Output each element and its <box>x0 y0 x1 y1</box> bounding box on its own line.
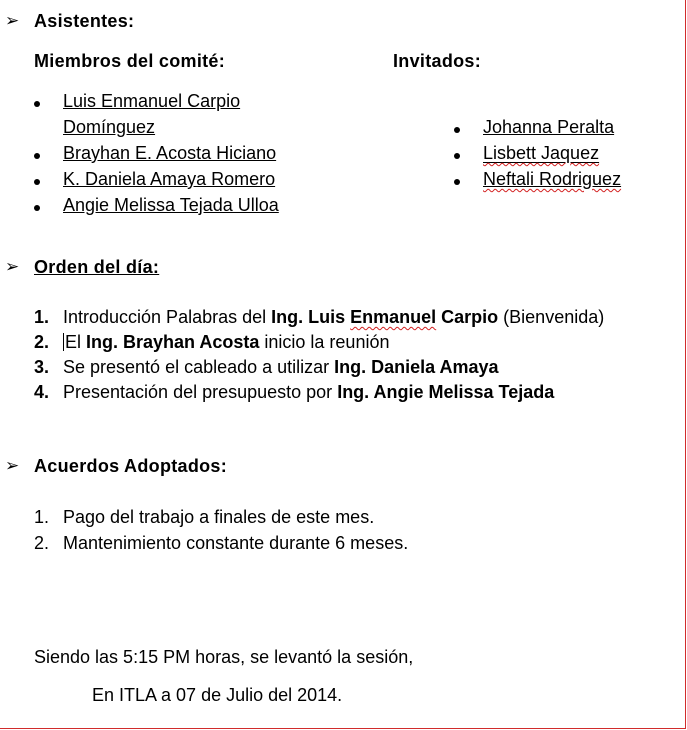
acuerdo-item: 2. Mantenimiento constante durante 6 meses. <box>34 533 409 553</box>
bullet-icon <box>34 90 40 112</box>
bullet-icon <box>454 142 460 164</box>
acuerdo-item: 1. Pago del trabajo a finales de este mes. <box>34 507 375 527</box>
arrow-bullet-icon: ➢ <box>5 11 20 30</box>
bullet-icon <box>454 168 460 190</box>
invitados-heading: Invitados: <box>393 51 482 71</box>
orden-item: 3. Se presentó el cableado a utilizar Ing. Daniela Amaya <box>34 357 499 377</box>
bullet-icon <box>34 142 40 164</box>
orden-item: 1. Introducción Palabras del Ing. Luis Enmanuel Carpio (Bienvenida) <box>34 307 605 327</box>
list-item[interactable]: Brayhan E. Acosta Hiciano <box>63 143 277 163</box>
list-item[interactable]: K. Daniela Amaya Romero <box>63 169 276 189</box>
comite-heading: Miembros del comité: <box>34 51 226 71</box>
bullet-icon <box>454 116 460 138</box>
list-item[interactable]: Lisbett Jaquez <box>483 143 600 163</box>
cierre-fecha: En ITLA a 07 de Julio del 2014. <box>92 685 343 705</box>
acuerdos-heading: Acuerdos Adoptados: <box>34 456 228 476</box>
bullet-icon <box>34 168 40 190</box>
text-cursor <box>63 333 64 351</box>
list-item[interactable]: Angie Melissa Tejada Ulloa <box>63 195 279 215</box>
list-item[interactable]: Neftali Rodriguez <box>483 169 622 189</box>
list-item-continuation[interactable]: Domínguez <box>63 117 156 137</box>
list-item[interactable]: Luis Enmanuel Carpio <box>63 91 241 111</box>
bullet-icon <box>34 194 40 216</box>
orden-item: 2. El Ing. Brayhan Acosta inicio la reunión <box>34 332 390 352</box>
arrow-bullet-icon: ➢ <box>5 257 20 276</box>
orden-heading: Orden del día: <box>34 257 160 277</box>
asistentes-heading: Asistentes: <box>34 11 135 31</box>
cierre-line: Siendo las 5:15 PM horas, se levantó la sesión, <box>34 647 414 667</box>
orden-item: 4. Presentación del presupuesto por Ing. Angie Melissa Tejada <box>34 382 555 402</box>
arrow-bullet-icon: ➢ <box>5 456 20 475</box>
list-item[interactable]: Johanna Peralta <box>483 117 615 137</box>
